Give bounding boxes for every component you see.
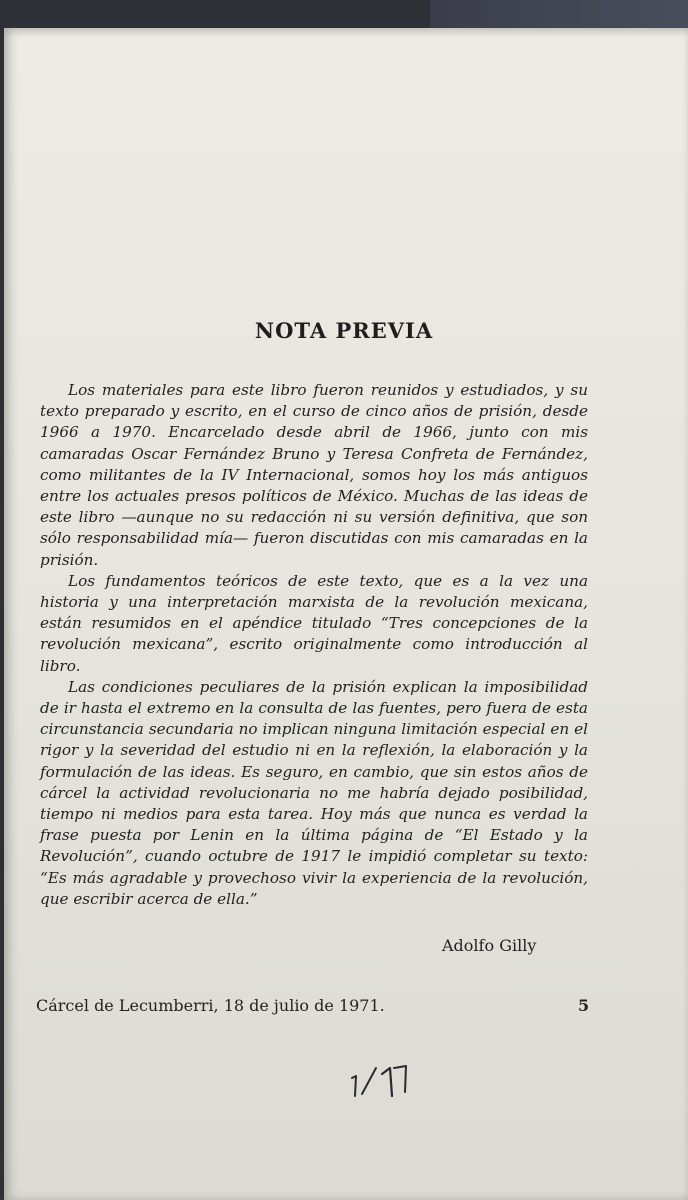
place-date: Cárcel de Lecumberri, 18 de julio de 1971.	[36, 996, 385, 1015]
paragraph-3: Las condiciones peculiares de la prisión explican la imposibilidad de ir hasta el extremo en la consulta de las fuentes, pero fuera de esta circunstancia secundaria no implican ninguna limitación especial en el rigor y la severidad del estudio ni en la reflexión, la elaboración y la formulación de las ideas. Es seguro, en cambio, que sin estos años de cárcel la actividad revolucionaria no me habría dejado posibilidad, tiempo ni medios para esta tarea. Hoy más que nunca es verdad la frase puesta por Lenin en la última página de “El Estado y la Revolución”, cuando octubre de 1917 le impidió completar su texto: “Es más agradable y provechoso vivir la experiencia de la revolución, que escribir acerca de ella.”	[40, 677, 588, 908]
author-signature: Adolfo Gilly	[442, 936, 537, 955]
page-title: NOTA PREVIA	[254, 318, 434, 343]
page-number: 5	[578, 996, 590, 1015]
body-text	[40, 380, 588, 910]
background-surface	[430, 0, 688, 30]
handwritten-mark	[346, 1060, 416, 1100]
show-through-text	[254, 290, 484, 302]
paragraph-1: Los materiales para este libro fueron reunidos y estudiados, y su texto preparado y escrito, en el curso de cinco años de prisión, desde 1966 a 1970. Encarcelado desde abril de 1966, junto con mis camaradas Oscar Fernández Bruno y Teresa Confreta de Fernández, como militantes de la IV Internacional, somos hoy los más antiguos entre los actuales presos políticos de México. Muchas de las ideas de este libro —aunque no su redacción ni su versión definitiva, que son sólo responsabilidad mía— fueron discutidas con mis camaradas en la prisión.	[40, 381, 588, 569]
paragraph-2: Los fundamentos teóricos de este texto, que es a la vez una historia y una interpretación marxista de la revolución mexicana, están resumidos en el apéndice titulado “Tres concepciones de la revolución mexicana”, escrito originalmente como introducción al libro.	[40, 571, 588, 675]
